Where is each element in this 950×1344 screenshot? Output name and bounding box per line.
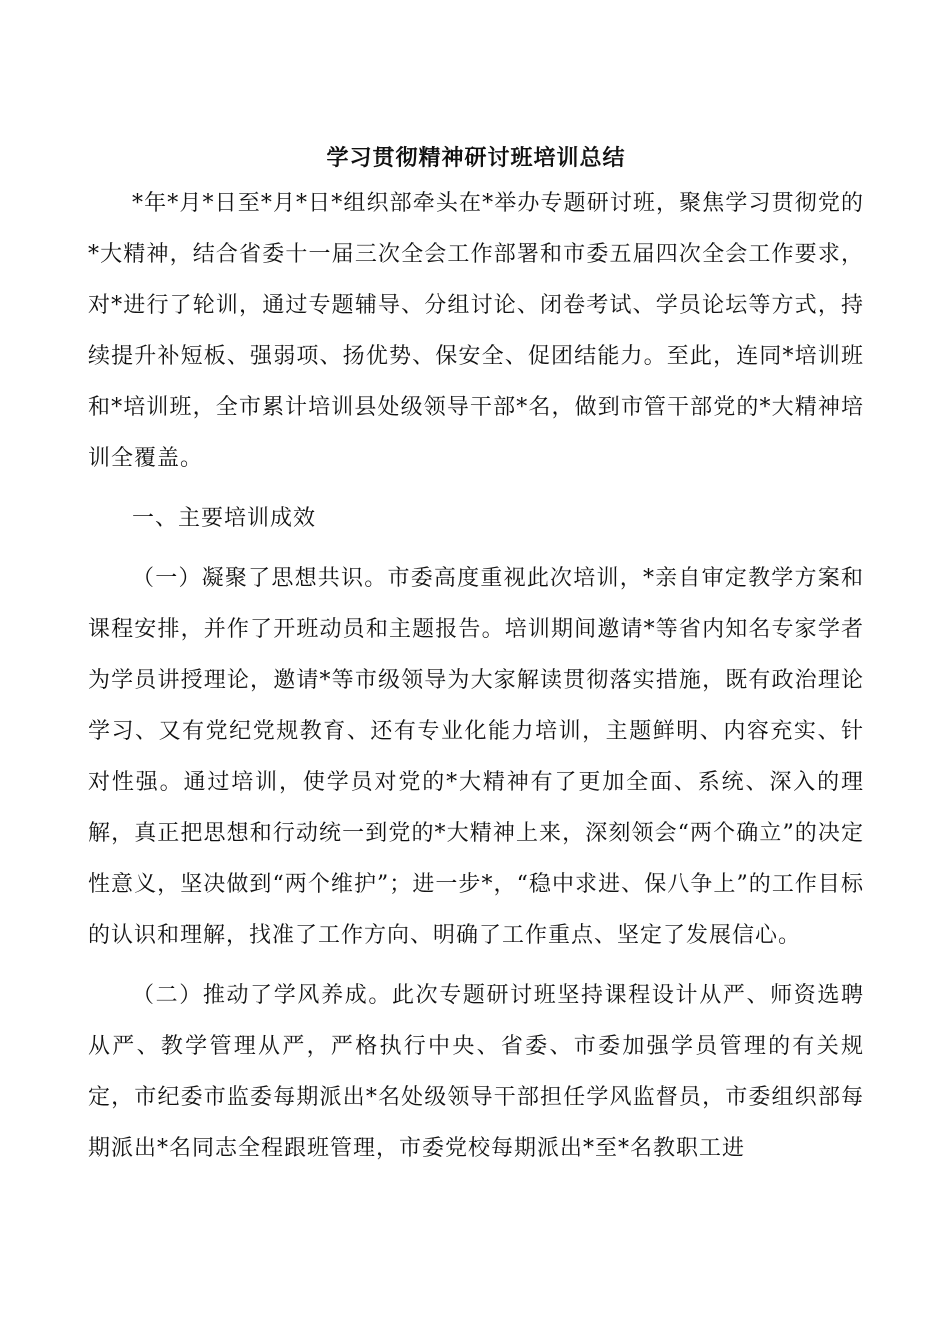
subsection-paragraph-2: （二）推动了学风养成。此次专题研讨班坚持课程设计从严、师资选聘从严、教学管理从严，严格执行中央、省委、市委加强学员管理的有关规定，市纪委市监委每期派出*名处级领导干部担任学风监督员，市委组织部每期派出*名同志全程跟班管理，市委党校每期派出*至*名教职工进 [88,983,864,1161]
subsection-paragraph-1: （一）凝聚了思想共识。市委高度重视此次培训，*亲自审定教学方案和课程安排，并作了开班动员和主题报告。培训期间邀请*等省内知名专家学者为学员讲授理论，邀请*等市级领导为大家解读贯彻落实措施，既有政治理论学习、又有党纪党规教育、还有专业化能力培训，主题鲜明、内容充实、针对性强。通过培训，使学员对党的*大精神有了更加全面、系统、深入的理解，真正把思想和行动统一到党的*大精神上来，深刻领会“两个确立”的决定性意义，坚决做到“两个维护”；进一步*，“稳中求进、保八争上”的工作目标的认识和理解，找准了工作方向、明确了工作重点、坚定了发展信心。 [88,566,864,948]
intro-paragraph: *年*月*日至*月*日*组织部牵头在*举办专题研讨班，聚焦学习贯彻党的*大精神，结合省委十一届三次全会工作部署和市委五届四次全会工作要求，对*进行了轮训，通过专题辅导、分组讨论、闭卷考试、学员论坛等方式，持续提升补短板、强弱项、扬优势、保安全、促团结能力。至此，连同*培训班和*培训班，全市累计培训县处级领导干部*名，做到市管干部党的*大精神培训全覆盖。 [88,191,864,471]
document-body [88,138,864,1174]
document-title: 学习贯彻精神研讨班培训总结 [326,145,626,171]
section-heading: 一、主要培训成效 [132,506,317,531]
